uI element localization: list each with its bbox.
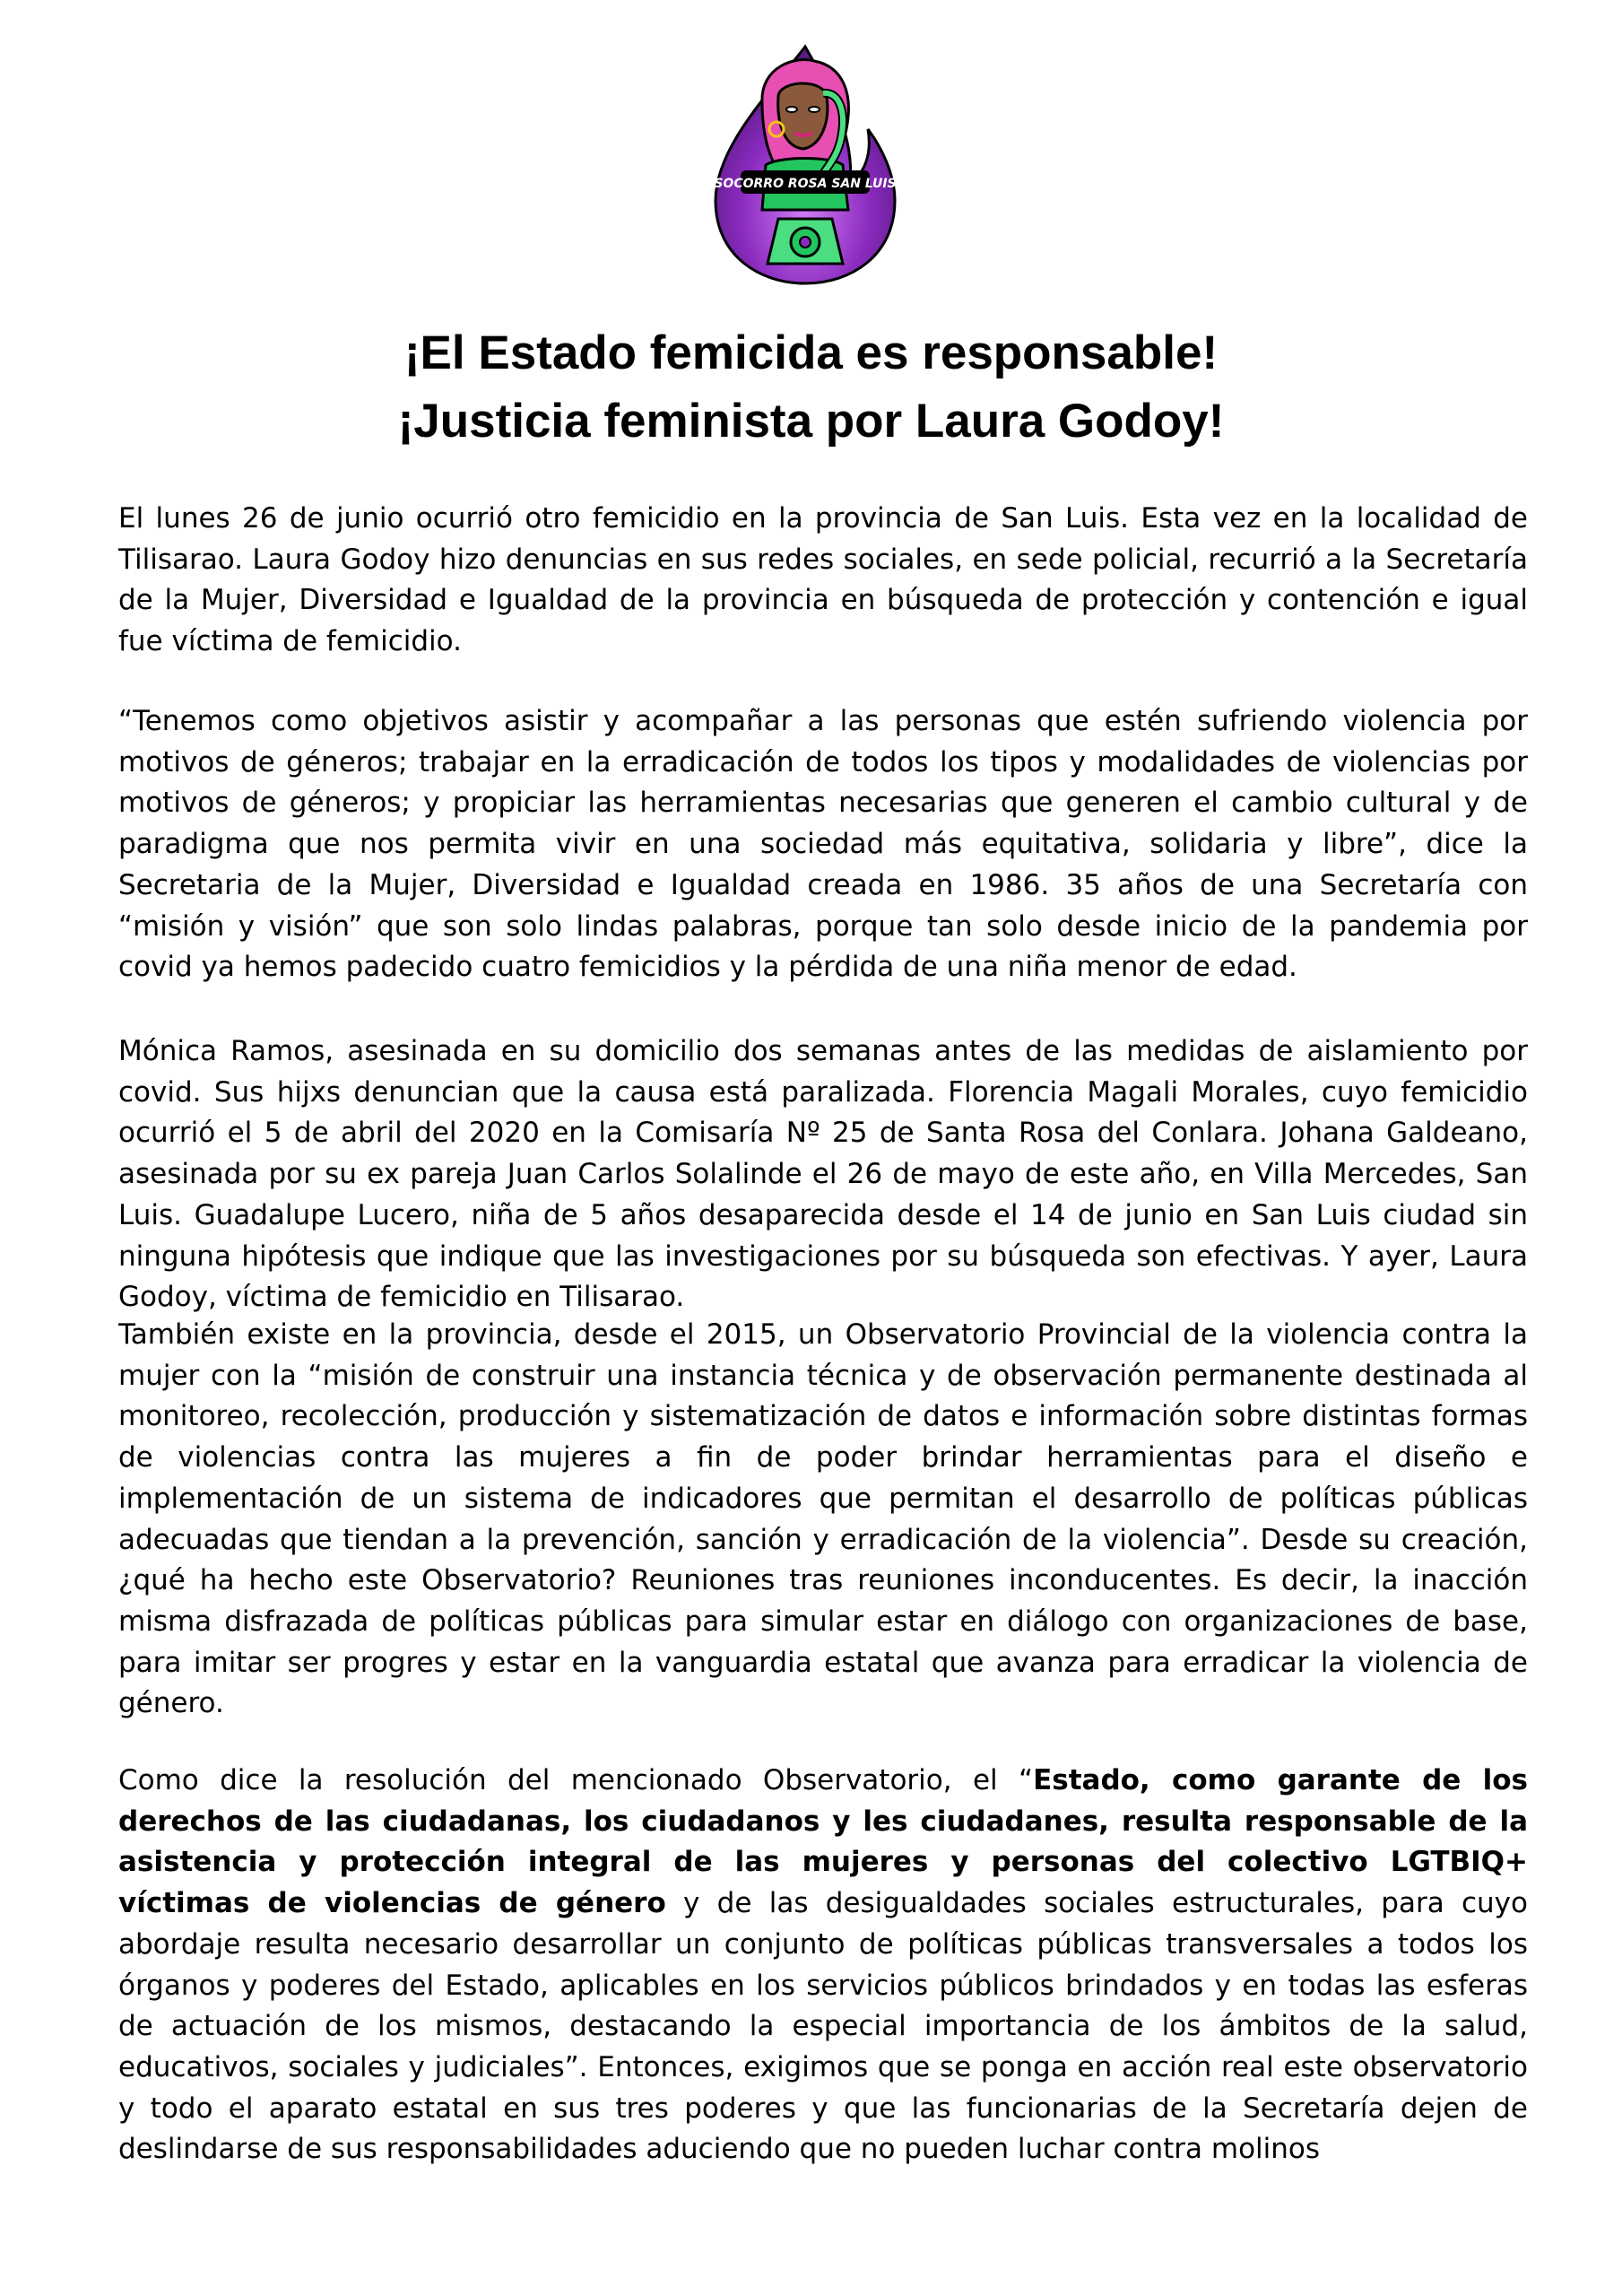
title-line-2: ¡Justicia feminista por Laura Godoy!	[397, 395, 1225, 448]
paragraph-2	[118, 701, 1528, 988]
paragraph-text: Mónica Ramos, asesinada en su domicilio dos semanas antes de las medidas de aislamiento por covid. Sus hijxs denuncian que la causa está paralizada. Florencia Magali Morales, cuyo femicidio ocurrió el 5 de abril del 2020 en la Comisaría Nº 25 de Santa Rosa del Conlara. Johana Galdeano, asesinada por su ex pareja Juan Carlos Solalinde el 26 de mayo de este año, en Villa Mercedes, San Luis. Guadalupe Lucero, niña de 5 años desaparecida desde el 14 de junio en San Luis ciudad sin ninguna hipótesis que indique que las investigaciones por su búsqueda son efectivas. Y ayer, Laura Godoy, víctima de femicidio en Tilisarao.	[118, 1035, 1528, 1314]
socorro-rosa-logo	[689, 39, 922, 291]
paragraph-5	[118, 1761, 1528, 2170]
paragraph-text: “Tenemos como objetivos asistir y acompañar a las personas que estén sufriendo violencia por motivos de géneros; trabajar en la erradicación de todos los tipos y modalidades de violencias por motivos de géneros; y propiciar las herramientas necesarias que generen el cambio cultural y de paradigma que nos permita vivir en una sociedad más equitativa, solidaria y libre”, dice la Secretaria de la Mujer, Diversidad e Igualdad creada en 1986. 35 años de una Secretaría con “misión y visión” que son solo lindas palabras, porque tan solo desde inicio de la pandemia por covid ya hemos padecido cuatro femicidios y la pérdida de una niña menor de edad.	[118, 705, 1528, 984]
paragraph-text: El lunes 26 de junio ocurrió otro femicidio en la provincia de San Luis. Esta vez en la localidad de Tilisarao. Laura Godoy hizo denuncias en sus redes sociales, en sede policial, recurrió a la Secretaría de la Mujer, Diversidad e Igualdad de la provincia en búsqueda de protección y contención e igual fue víctima de femicidio.	[118, 502, 1528, 658]
logo-text: SOCORRO ROSA SAN LUIS	[714, 177, 897, 191]
paragraph-1	[118, 499, 1528, 663]
paragraph-4	[118, 1315, 1528, 1725]
paragraph-5-part-a: Como dice la resolución del mencionado Observatorio, el “	[118, 1764, 1034, 1796]
paragraph-3	[118, 1031, 1528, 1318]
paragraph-5-part-b: y de las desigualdades sociales estructurales, para cuyo abordaje resulta necesario desarrollar un conjunto de políticas públicas transversales a todos los órganos y poderes del Estado, aplicables en los servicios públicos brindados y en todas las esferas de actuación de los mismos, destacando la especial importancia de los ámbitos de la salud, educativos, sociales y judiciales”. Entonces, exigimos que se ponga en acción real este observatorio y todo el aparato estatal en sus tres poderes y que las funcionarias de la Secretaría dejen de deslindarse de sus responsabilidades aduciendo que no pueden luchar contra molinos	[118, 1887, 1528, 2166]
document-title	[0, 319, 1622, 456]
paragraph-text: También existe en la provincia, desde el 2015, un Observatorio Provincial de la violencia contra la mujer con la “misión de construir una instancia técnica y de observación permanente destinada al monitoreo, recolección, producción y sistematización de datos e información sobre distintas formas de violencias contra las mujeres a fin de poder brindar herramientas para el diseño e implementación de un sistema de indicadores que permitan el desarrollo de políticas públicas adecuadas que tiendan a la prevención, sanción y erradicación de la violencia”. Desde su creación, ¿qué ha hecho este Observatorio? Reuniones tras reuniones inconducentes. Es decir, la inacción misma disfrazada de políticas públicas para simular estar en diálogo con organizaciones de base, para imitar ser progres y estar en la vanguardia estatal que avanza para erradicar la violencia de género.	[118, 1318, 1528, 1720]
paragraph-text	[118, 1761, 1528, 2170]
paragraph-5-bold: Estado, como garante de los derechos de las ciudadanas, los ciudadanos y les ciudadanes, resulta responsable de la asistencia y protección integral de las mujeres y personas del colectivo LGTBIQ+ víctimas de violencias de género	[118, 1764, 1528, 1920]
title-line-1: ¡El Estado femicida es responsable!	[403, 326, 1219, 379]
